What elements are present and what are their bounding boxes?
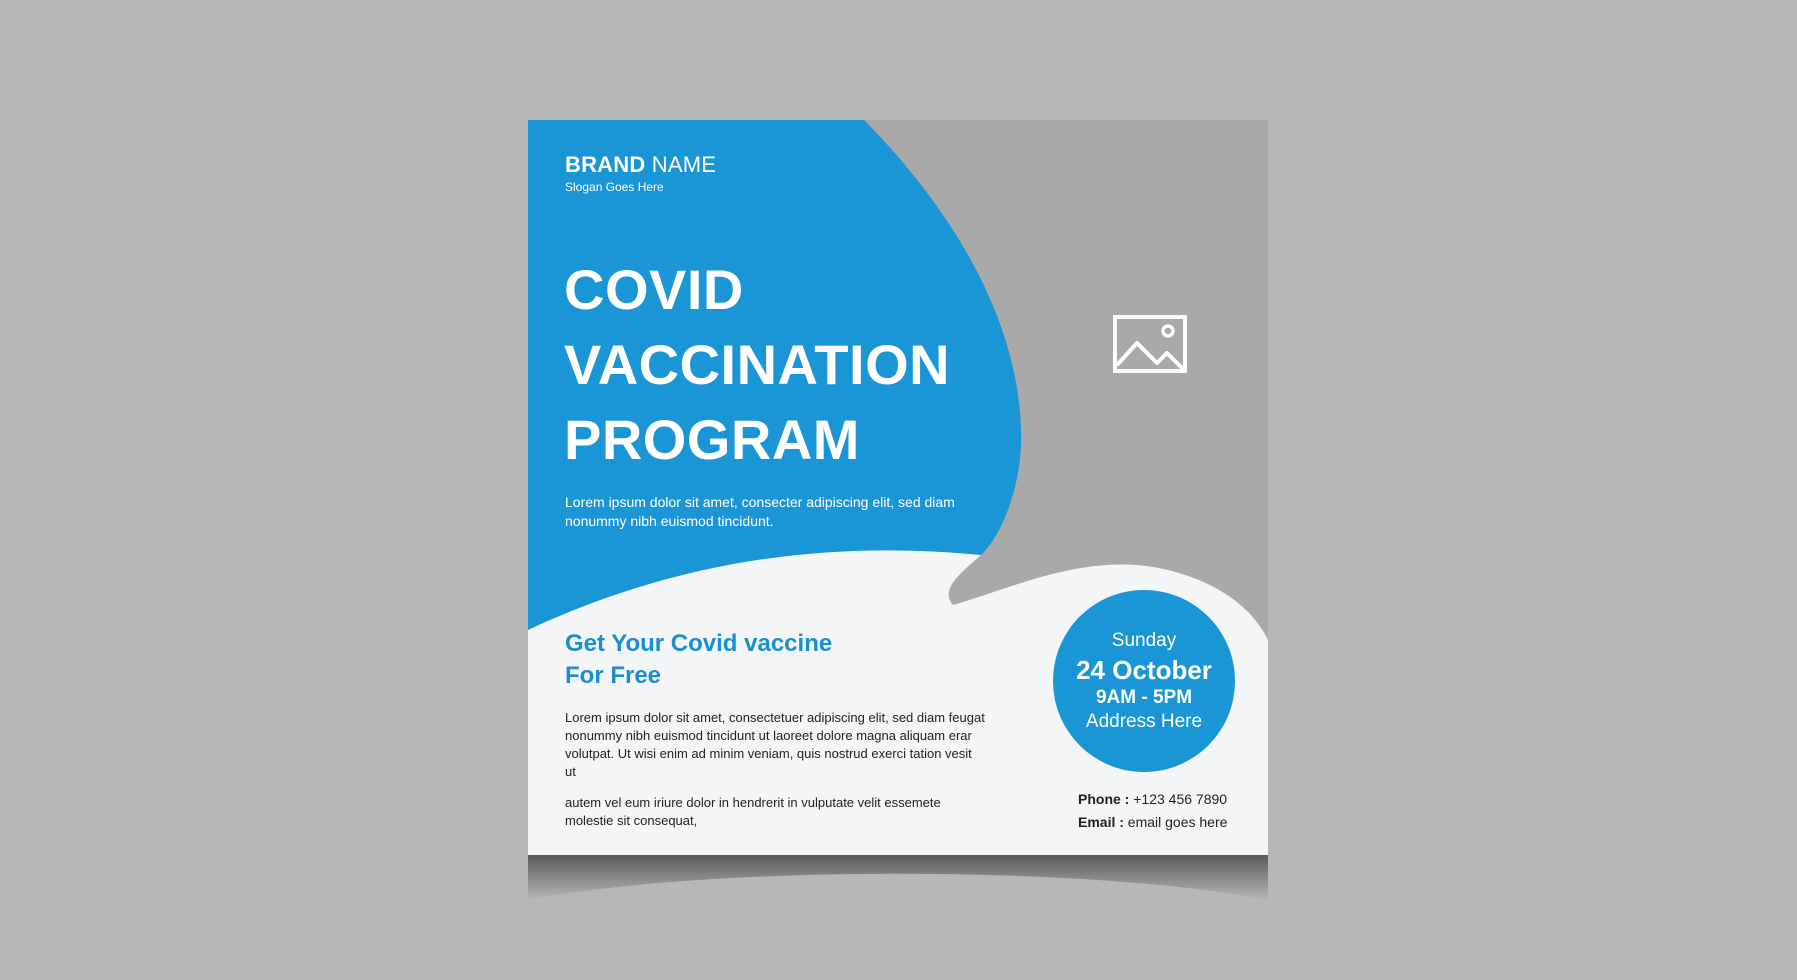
- event-time: 9AM - 5PM: [1095, 687, 1193, 708]
- event-date: 24 October: [1076, 655, 1212, 685]
- email-label: Email :: [1078, 814, 1124, 830]
- brand-slogan: Slogan Goes Here: [565, 180, 664, 194]
- phone-line: [1078, 788, 1227, 811]
- event-day: Sunday: [1111, 630, 1177, 651]
- image-placeholder-icon: [1113, 315, 1187, 373]
- body-paragraph-1: Lorem ipsum dolor sit amet, consectetuer adipiscing elit, sed diam feugat nonummy nibh euismod tincidunt ut laoreet dolore magna aliquam erar volutpat. Ut wisi enim ad minim veniam, quis nostrud exerci tation vesit ut: [565, 710, 985, 779]
- flyer-card: [528, 120, 1268, 860]
- brand-name: [565, 152, 716, 178]
- email-line: [1078, 811, 1227, 834]
- email-value: email goes here: [1127, 814, 1228, 830]
- headline-line-1: COVID: [564, 258, 744, 321]
- brand-name-light: NAME: [651, 152, 717, 177]
- event-address: Address Here: [1085, 711, 1203, 732]
- brand-name-bold: BRAND: [565, 152, 646, 177]
- subheadline-line-2: For Free: [565, 662, 662, 689]
- event-date-badge: [1053, 590, 1235, 772]
- body-paragraph-2: autem vel eum iriure dolor in hendrerit in vulputate velit essemete molestie sit consequat,: [565, 795, 941, 828]
- intro-text: Lorem ipsum dolor sit amet, consecter adipiscing elit, sed diam nonummy nibh euismod tincidunt.: [565, 494, 955, 529]
- contact-info: [1078, 788, 1227, 834]
- headline-line-2: VACCINATION: [564, 333, 951, 396]
- headline-line-3: PROGRAM: [564, 408, 860, 471]
- phone-label: Phone :: [1078, 791, 1130, 807]
- page-curl-shadow: [528, 855, 1268, 905]
- phone-value: +123 456 7890: [1133, 791, 1228, 807]
- headline: [564, 252, 950, 477]
- subheadline-line-1: Get Your Covid vaccine: [565, 630, 833, 657]
- subheadline: [565, 628, 832, 692]
